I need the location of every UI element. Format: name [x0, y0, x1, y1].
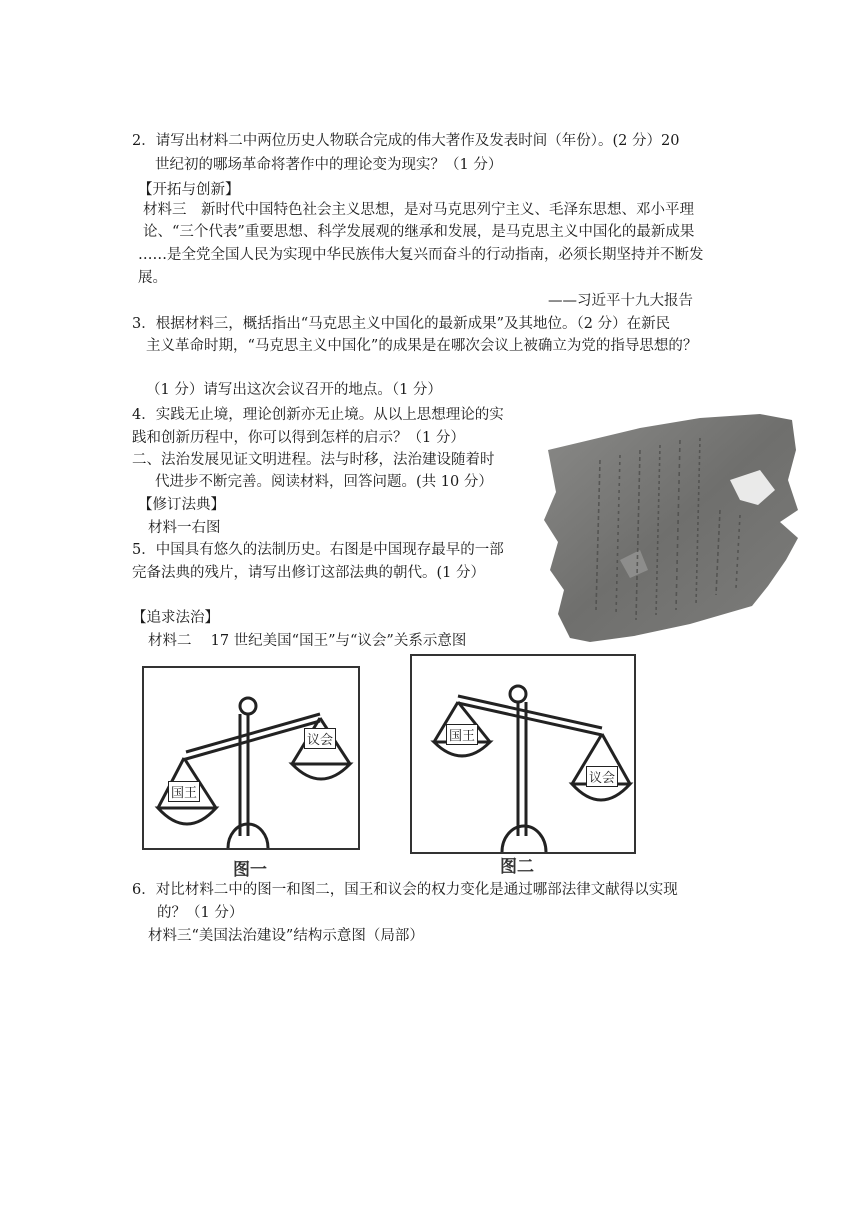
material3-line4: 展。	[138, 270, 167, 286]
law-code-fragment-image	[530, 410, 802, 646]
fig1-parliament-label: 议会	[304, 728, 336, 749]
section-zhuiqiu: 【追求法治】	[132, 610, 219, 626]
figure2-scale-diagram	[410, 654, 636, 854]
fig1-king-label: 国王	[168, 781, 200, 802]
material2-title: 材料二 17 世纪美国“国王”与“议会”关系示意图	[148, 633, 467, 649]
part2-line2: 代进步不断完善。阅读材料，回答问题。(共 10 分）	[155, 474, 493, 490]
q6-line2: 的？（1 分）	[157, 905, 244, 921]
q4-line2: 践和创新历程中，你可以得到怎样的启示？（1 分）	[132, 430, 465, 446]
fig2-parliament-label: 议会	[586, 766, 618, 787]
fig1-caption: 图一	[233, 860, 267, 880]
section-xiuding: 【修订法典】	[138, 497, 225, 513]
section-kaituo: 【开拓与创新】	[138, 182, 240, 198]
material3-source: ——习近平十九大报告	[548, 293, 693, 309]
material3-line2: 论、“三个代表”重要思想、科学发展观的继承和发展，是马克思主义中国化的最新成果	[143, 224, 695, 240]
fig2-king-label: 国王	[446, 724, 478, 745]
fig2-caption: 图二	[500, 857, 534, 877]
q3-line2: 主义革命时期，“马克思主义中国化”的成果是在哪次会议上被确立为党的指导思想的？	[146, 338, 698, 354]
q6-line1: 6．对比材料二中的图一和图二，国王和议会的权力变化是通过哪部法律文献得以实现	[132, 882, 678, 898]
q2-line1: 2．请写出材料二中两位历史人物联合完成的伟大著作及发表时间（年份）。(2 分）20	[132, 133, 680, 149]
material3-line3: ……是全党全国人民为实现中华民族伟大复兴而奋斗的行动指南，必须长期坚持并不断发	[138, 247, 704, 263]
q2-line2: 世纪初的哪场革命将著作中的理论变为现实？（1 分）	[155, 157, 503, 173]
part2-line1: 二、法治发展见证文明进程。法与时移，法治建设随着时	[132, 452, 495, 468]
q5-line1: 5．中国具有悠久的法制历史。右图是中国现存最早的一部	[132, 542, 504, 558]
figure1-scale-diagram	[142, 666, 360, 850]
q3-line1: 3．根据材料三，概括指出“马克思主义中国化的最新成果”及其地位。（2 分）在新民	[132, 316, 671, 332]
q4-line1: 4．实践无止境，理论创新亦无止境。从以上思想理论的实	[132, 407, 504, 423]
material3-line1: 材料三 新时代中国特色社会主义思想，是对马克思列宁主义、毛泽东思想、邓小平理	[143, 202, 694, 218]
material1-note: 材料一右图	[148, 520, 221, 536]
q3-line3: （1 分）请写出这次会议召开的地点。（1 分）	[146, 382, 442, 398]
q5-line2: 完备法典的残片，请写出修订这部法典的朝代。(1 分）	[132, 565, 485, 581]
material3b-title: 材料三“美国法治建设”结构示意图（局部）	[148, 928, 424, 944]
